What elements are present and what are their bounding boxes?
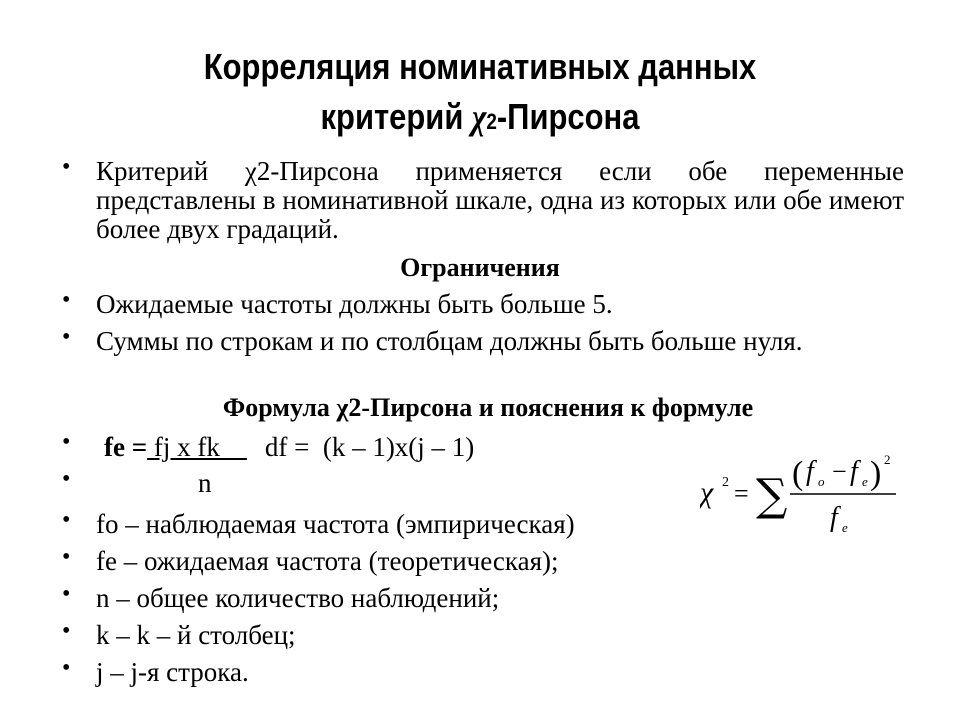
bullet-marker: •: [62, 287, 71, 313]
title-line-2: [67, 92, 893, 147]
fe-formula-line: [104, 433, 474, 462]
explanation-item: j – j-я строка.: [96, 657, 249, 687]
explanation-item: k – k – й столбец;: [96, 620, 296, 650]
bullet-marker: •: [62, 618, 71, 644]
formula-sub-o: o: [818, 474, 825, 489]
df-formula: df = (k – 1)x(j – 1): [264, 432, 475, 462]
bullet-marker: •: [62, 581, 71, 607]
formula-denominator-f: f: [830, 502, 838, 533]
fe-denominator: n: [198, 468, 212, 498]
explanation-item: n – общее количество наблюдений;: [96, 583, 500, 613]
fe-label: fe =: [104, 432, 148, 462]
intro-paragraph: Критерий χ2-Пирсона применяется если обе переменные представлены в номинативной шкале, одна из которых или обе имеют более двух градаций.: [96, 156, 904, 244]
formula-power: 2: [884, 452, 891, 467]
chi-square-formula: [700, 450, 900, 540]
formula-sum: ∑: [756, 470, 788, 521]
bullet-marker: •: [62, 655, 71, 681]
fe-numerator: fj x fk: [147, 432, 247, 462]
title-line-2-prefix: критерий: [320, 96, 472, 137]
formula-chi: χ: [700, 476, 714, 509]
bullet-marker: •: [62, 324, 71, 350]
restriction-item: Ожидаемые частоты должны быть больше 5.: [96, 289, 613, 319]
formula-lparen: (: [792, 455, 804, 492]
bullet-marker: •: [62, 466, 71, 492]
formula-minus: −: [832, 457, 847, 486]
formula-denominator-sub-e: e: [842, 520, 848, 535]
formula-equals: =: [734, 479, 749, 508]
explanation-item: fo – наблюдаемая частота (эмпирическая): [96, 509, 575, 539]
formula-square: 2: [722, 475, 729, 490]
bullet-marker: •: [62, 154, 71, 180]
title-line-2-suffix: -Пирсона: [496, 96, 640, 137]
formula-heading: Формула χ2-Пирсона и пояснения к формуле: [222, 393, 754, 422]
restriction-item: Суммы по строкам и по столбцам должны быть больше нуля.: [96, 326, 803, 356]
formula-f-expected: f: [850, 456, 858, 487]
title-chi-symbol: χ: [471, 97, 487, 137]
explanation-item: fe – ожидаемая частота (теоретическая);: [96, 546, 559, 576]
restrictions-heading: Ограничения: [400, 253, 560, 282]
title-line-1: Корреляция номинативных данных: [203, 46, 757, 87]
formula-rparen: ): [870, 455, 882, 492]
slide-title: [67, 42, 893, 147]
bullet-marker: •: [62, 544, 71, 570]
bullet-marker: •: [62, 429, 71, 455]
bullet-marker: •: [62, 507, 71, 533]
formula-sub-e: e: [862, 474, 868, 489]
formula-f-observed: f: [806, 456, 814, 487]
title-chi-index: 2: [486, 109, 497, 134]
